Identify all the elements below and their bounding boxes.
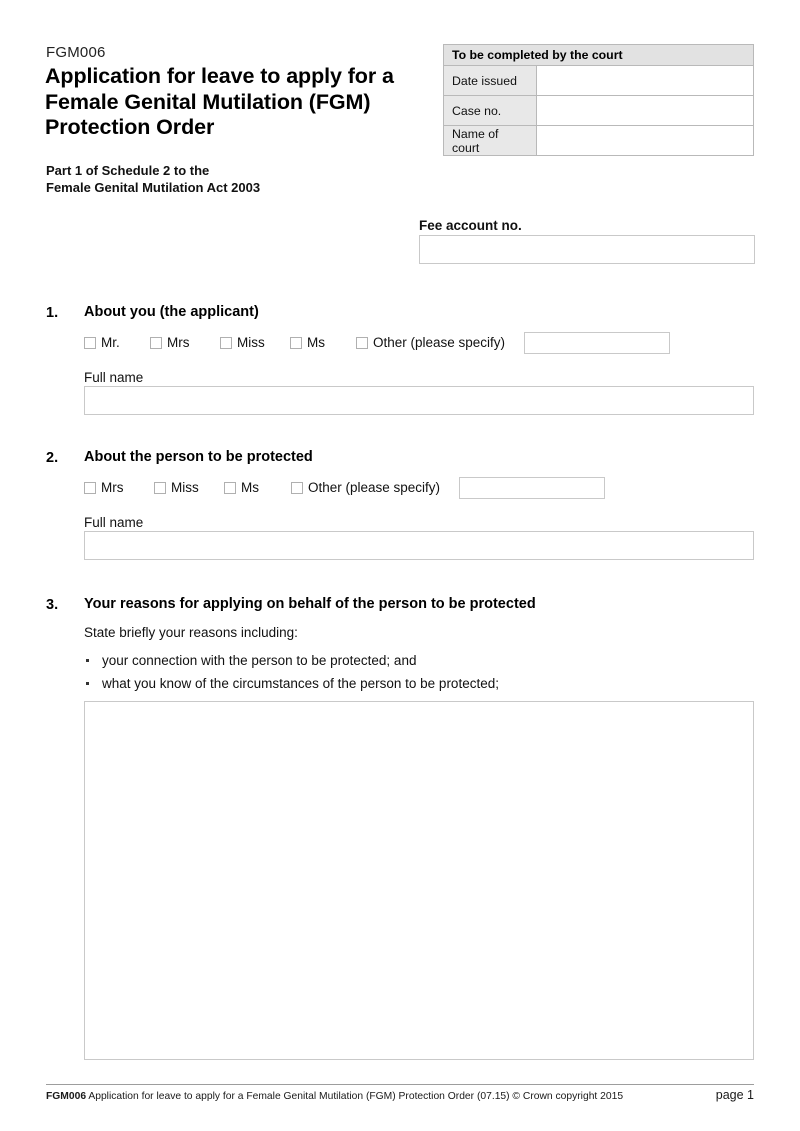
fee-account-input[interactable] — [419, 235, 755, 264]
form-code: FGM006 — [46, 44, 106, 61]
checkbox-option-ms[interactable] — [224, 481, 259, 495]
checkbox-option-mrs[interactable] — [84, 481, 124, 495]
table-row — [444, 66, 754, 96]
checkbox-label: Other (please specify) — [373, 335, 506, 350]
page-subtitle — [46, 163, 436, 196]
section-1-number: 1. — [46, 305, 59, 321]
checkbox-icon[interactable] — [220, 337, 232, 349]
footer-divider — [46, 1084, 754, 1085]
checkbox-label: Ms — [241, 480, 259, 495]
checkbox-icon[interactable] — [84, 337, 96, 349]
court-use-table — [443, 44, 754, 156]
checkbox-label: Mrs — [101, 480, 124, 495]
section-2-number: 2. — [46, 450, 59, 466]
footer-text — [46, 1091, 623, 1102]
section-2-full-name-label: Full name — [84, 515, 144, 530]
checkbox-icon[interactable] — [291, 482, 303, 494]
table-row — [444, 126, 754, 156]
date-issued-label: Date issued — [444, 66, 537, 96]
footer-description: Application for leave to apply for a Female Genital Mutilation (FGM) Protection Order (07.15) © Crown copyright 2015 — [88, 1091, 624, 1102]
section-3-reasons-textarea[interactable] — [84, 701, 754, 1060]
checkbox-label: Mrs — [167, 335, 190, 350]
section-3-number: 3. — [46, 597, 59, 613]
subtitle-line-2: Female Genital Mutilation Act 2003 — [46, 179, 261, 195]
checkbox-icon[interactable] — [154, 482, 166, 494]
case-no-field[interactable] — [537, 96, 754, 126]
bullet-icon — [86, 682, 89, 685]
checkbox-option-other[interactable] — [356, 336, 505, 350]
checkbox-icon[interactable] — [224, 482, 236, 494]
bullet-icon — [86, 659, 89, 662]
page-title: Application for leave to apply for a Female Genital Mutilation (FGM) Protection Order — [45, 64, 394, 139]
section-1-other-specify-input[interactable] — [524, 332, 670, 354]
section-1-heading: About you (the applicant) — [84, 304, 259, 320]
checkbox-label: Mr. — [101, 335, 120, 350]
section-1-full-name-input[interactable] — [84, 386, 754, 415]
checkbox-icon[interactable] — [356, 337, 368, 349]
name-of-court-label: Name of court — [444, 126, 537, 156]
checkbox-icon[interactable] — [290, 337, 302, 349]
checkbox-option-mr[interactable] — [84, 336, 120, 350]
section-2-full-name-input[interactable] — [84, 531, 754, 560]
checkbox-label: Ms — [307, 335, 325, 350]
checkbox-label: Miss — [237, 335, 265, 350]
checkbox-label: Other (please specify) — [308, 480, 441, 495]
subtitle-line-1: Part 1 of Schedule 2 to the — [46, 163, 210, 178]
list-item-label: your connection with the person to be protected; and — [102, 653, 417, 668]
section-3-heading: Your reasons for applying on behalf of the person to be protected — [84, 596, 536, 612]
checkbox-option-mrs[interactable] — [150, 336, 190, 350]
fee-account-label: Fee account no. — [419, 218, 522, 233]
section-2-heading: About the person to be protected — [84, 449, 313, 465]
section-3-intro: State briefly your reasons including: — [84, 625, 298, 640]
footer-form-code: FGM006 — [46, 1091, 87, 1102]
name-of-court-field[interactable] — [537, 126, 754, 156]
list-item-label: what you know of the circumstances of the person to be protected; — [102, 676, 499, 691]
page-number: page 1 — [715, 1088, 754, 1102]
checkbox-option-miss[interactable] — [220, 336, 265, 350]
checkbox-label: Miss — [171, 480, 199, 495]
date-issued-field[interactable] — [537, 66, 754, 96]
case-no-label: Case no. — [444, 96, 537, 126]
court-table-header: To be completed by the court — [444, 45, 754, 66]
section-2-other-specify-input[interactable] — [459, 477, 605, 499]
section-1-full-name-label: Full name — [84, 370, 144, 385]
checkbox-option-other[interactable] — [291, 481, 440, 495]
checkbox-icon[interactable] — [84, 482, 96, 494]
checkbox-option-ms[interactable] — [290, 336, 325, 350]
table-header-row — [444, 45, 754, 66]
table-row — [444, 96, 754, 126]
checkbox-icon[interactable] — [150, 337, 162, 349]
checkbox-option-miss[interactable] — [154, 481, 199, 495]
